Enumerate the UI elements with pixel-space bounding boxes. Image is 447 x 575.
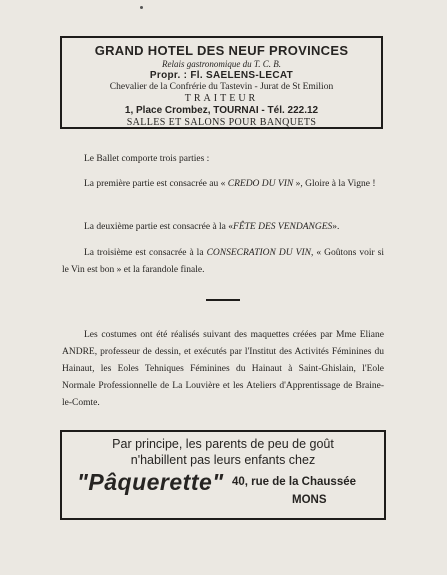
text-segment: La première partie est consacrée au « bbox=[84, 179, 228, 189]
ad-brand: "Pâquerette" bbox=[77, 469, 224, 495]
hotel-address: 1, Place Crombez, TOURNAI - Tél. 222.12 bbox=[124, 105, 319, 116]
text-segment: ». bbox=[332, 222, 340, 232]
paragraph-part-three bbox=[62, 245, 384, 279]
speck bbox=[140, 6, 143, 9]
hotel-proprietor: Propr. : Fl. SAELENS-LECAT bbox=[149, 70, 294, 81]
hotel-name: GRAND HOTEL DES NEUF PROVINCES bbox=[94, 43, 349, 58]
ad-line-1: Par principe, les parents de peu de goût bbox=[112, 437, 334, 451]
ad-city: MONS bbox=[292, 494, 327, 506]
title-consecration: CONSECRATION DU VIN bbox=[206, 248, 311, 258]
hotel-subtitle: Relais gastronomique du T. C. B. bbox=[162, 59, 281, 69]
text-segment: La deuxième partie est consacrée à la « bbox=[84, 222, 234, 232]
title-credo: CREDO DU VIN bbox=[227, 179, 294, 189]
title-fete: FÊTE DES VENDANGES bbox=[233, 222, 333, 232]
text-segment: », Gloire à la Vigne ! bbox=[293, 179, 376, 189]
hotel-advertisement bbox=[60, 36, 383, 129]
ad-address: 40, rue de la Chaussée bbox=[232, 476, 357, 488]
text-segment: , « Goûtons voir si le Vin est bon » et la farandole finale. bbox=[62, 248, 384, 275]
paragraph-intro: Le Ballet comporte trois parties : bbox=[84, 154, 210, 164]
hotel-salles: SALLES ET SALONS POUR BANQUETS bbox=[126, 117, 317, 128]
paquerette-advertisement bbox=[60, 430, 386, 520]
paragraph-costumes: Les costumes ont été réalisés suivant des maquettes créées par Mme Eliane ANDRE, professeur de dessin, et exécutés par l'Institut des Activités Féminines du Hainaut, les Eoles Tehniques Féminines du Hainaut à Saint-Ghislain, l'Eole Normale Professionnelle de La Louvière et les Ateliers d'Apprentissage de Braine-le-Comte. bbox=[62, 330, 384, 408]
ad-line-2: n'habillent pas leurs enfants chez bbox=[130, 453, 316, 467]
paragraph-part-one bbox=[62, 176, 384, 193]
hotel-chevalier: Chevalier de la Confrérie du Tastevin - Jurat de St Emilion bbox=[109, 82, 334, 92]
text-segment: La troisième est consacrée à la bbox=[84, 248, 207, 258]
hotel-traiteur: TRAITEUR bbox=[184, 93, 259, 104]
paragraph-part-two bbox=[62, 219, 384, 236]
section-divider bbox=[206, 299, 240, 301]
